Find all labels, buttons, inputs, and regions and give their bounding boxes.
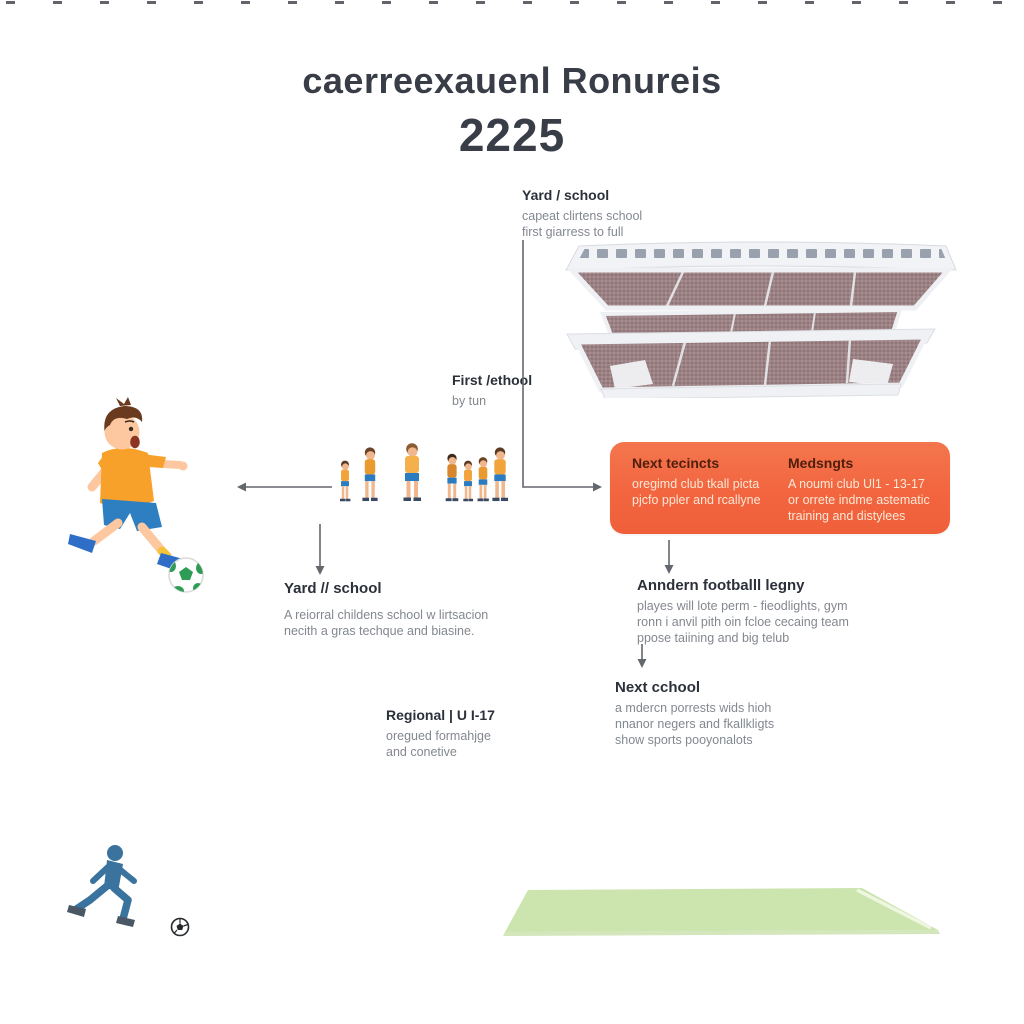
panel-line: or orrete indme astematic	[788, 493, 930, 507]
boy-kicking-soccer-ball-illustration	[58, 395, 223, 595]
highlight-panel	[610, 442, 950, 534]
node-line: show sports pooyonalots	[615, 733, 753, 747]
arrowhead-down	[638, 659, 647, 668]
node-next-school	[615, 678, 774, 748]
node-heading: Regional | U I-17	[386, 707, 495, 723]
node-line: ppose taiining and big telub	[637, 631, 790, 645]
node-line: ronn i anvil pith oin fcloe cecaing team	[637, 615, 849, 629]
arrowhead-down	[665, 565, 674, 574]
node-line: first giarress to full	[522, 225, 624, 239]
node-heading: Next cchool	[615, 679, 701, 696]
node-first-school	[452, 371, 532, 409]
node-heading: Anndern footballl legny	[637, 577, 805, 594]
node-line: necith a gras techque and biasine.	[284, 624, 475, 638]
node-heading: First /ethool	[452, 372, 533, 388]
blue-runner-silhouette-illustration	[60, 840, 205, 940]
node-line: playes will lote perm - fieodlights, gym	[637, 599, 848, 613]
page-title: caerreexauenl Ronureis	[302, 60, 722, 101]
children-team-walking-illustration	[332, 440, 512, 505]
arrowhead-right	[593, 483, 602, 492]
panel-line: pjcfo ppler and rcallyne	[632, 493, 761, 507]
title-block	[0, 60, 1024, 162]
node-line: A reiorral childens school w lirtsacion	[284, 608, 489, 622]
arrowhead-down	[316, 566, 325, 575]
green-pitch-illustration	[495, 880, 965, 945]
node-heading: Yard / school	[522, 187, 610, 203]
stadium-grandstand-illustration	[555, 238, 965, 398]
node-heading: Yard // school	[284, 580, 382, 597]
panel-line: oregimd club tkall picta	[632, 477, 760, 491]
panel-col-next-tecincts	[632, 454, 788, 534]
node-modern-football	[637, 576, 849, 646]
soccer-ball-icon	[172, 919, 189, 936]
panel-line: A noumi club Ul1 - 13-17	[788, 477, 925, 491]
child-figure	[340, 443, 508, 501]
node-line: capeat clirtens school	[522, 209, 643, 223]
panel-col-medsngts	[788, 454, 944, 534]
panel-heading: Medsngts	[788, 455, 854, 471]
node-line: a mdercn porrests wids hioh	[615, 701, 772, 715]
top-edge-noise-strip	[6, 1, 1018, 4]
arrowhead-left	[237, 483, 246, 492]
page-year: 2225	[458, 109, 566, 161]
node-line: by tun	[452, 394, 487, 408]
node-line: nnanor negers and fkallkligts	[615, 717, 775, 731]
panel-line: training and distylees	[788, 509, 906, 523]
node-line: oregued formahjge	[386, 729, 491, 743]
node-regional-u17	[386, 706, 495, 760]
node-line: and conetive	[386, 745, 457, 759]
panel-heading: Next tecincts	[632, 455, 720, 471]
node-yard-school-top	[522, 186, 642, 240]
node-yard-school-mid	[284, 579, 488, 639]
